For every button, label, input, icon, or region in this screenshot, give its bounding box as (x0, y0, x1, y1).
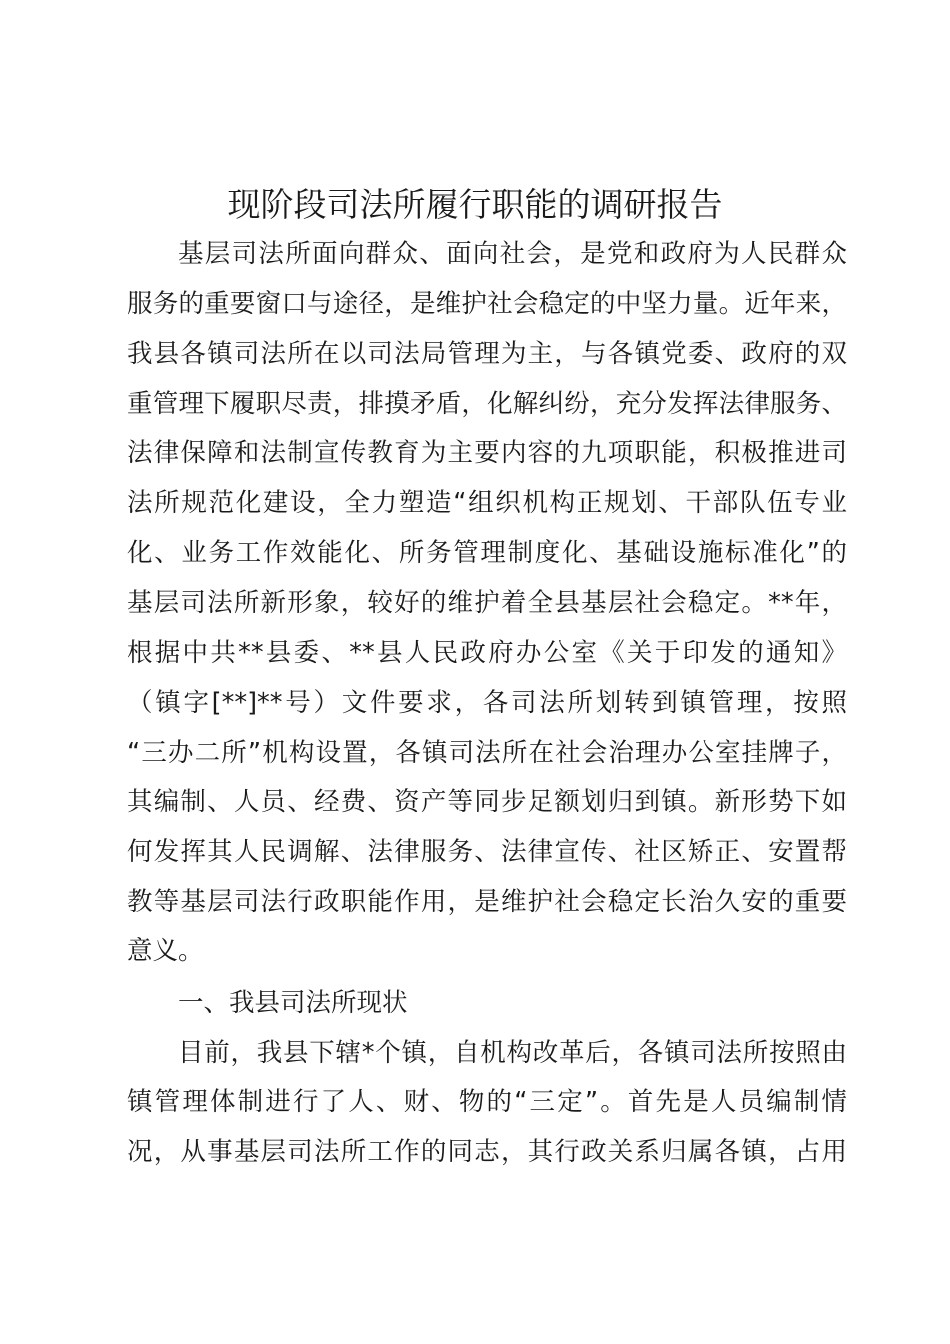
paragraph-line: “三办二所”机构设置，各镇司法所在社会治理办公室挂牌子， (127, 738, 847, 768)
section-heading: 一、我县司法所现状 (178, 988, 408, 1018)
paragraph-line: 基层司法所新形象，较好的维护着全县基层社会稳定。**年， (127, 588, 847, 618)
paragraph-line: 化、业务工作效能化、所务管理制度化、基础设施标准化”的 (127, 538, 847, 568)
document-title: 现阶段司法所履行职能的调研报告 (227, 185, 723, 224)
paragraph-line: 教等基层司法行政职能作用，是维护社会稳定长治久安的重要 (127, 887, 847, 917)
paragraph-line: 其编制、人员、经费、资产等同步足额划归到镇。新形势下如 (127, 787, 847, 817)
paragraph-line: （镇字[**]**号）文件要求，各司法所划转到镇管理，按照 (127, 688, 847, 718)
paragraph-line: 目前，我县下辖*个镇，自机构改革后，各镇司法所按照由 (178, 1038, 847, 1068)
paragraph-line: 重管理下履职尽责，排摸矛盾，化解纠纷，充分发挥法律服务、 (127, 389, 847, 419)
paragraph-line: 基层司法所面向群众、面向社会，是党和政府为人民群众 (178, 239, 847, 269)
paragraph-line: 根据中共**县委、**县人民政府办公室《关于印发的通知》 (127, 638, 847, 668)
paragraph-line: 法所规范化建设，全力塑造“组织机构正规划、干部队伍专业 (127, 488, 847, 518)
paragraph-line: 镇管理体制进行了人、财、物的“三定”。首先是人员编制情 (127, 1087, 847, 1117)
paragraph-line: 服务的重要窗口与途径，是维护社会稳定的中坚力量。近年来， (127, 289, 847, 319)
paragraph-line: 意义。 (127, 936, 204, 966)
paragraph-line: 况，从事基层司法所工作的同志，其行政关系归属各镇，占用 (127, 1137, 847, 1167)
paragraph-line: 我县各镇司法所在以司法局管理为主，与各镇党委、政府的双 (127, 339, 847, 369)
paragraph-line: 法律保障和法制宣传教育为主要内容的九项职能，积极推进司 (127, 438, 847, 468)
paragraph-line: 何发挥其人民调解、法律服务、法律宣传、社区矫正、安置帮 (127, 837, 847, 867)
